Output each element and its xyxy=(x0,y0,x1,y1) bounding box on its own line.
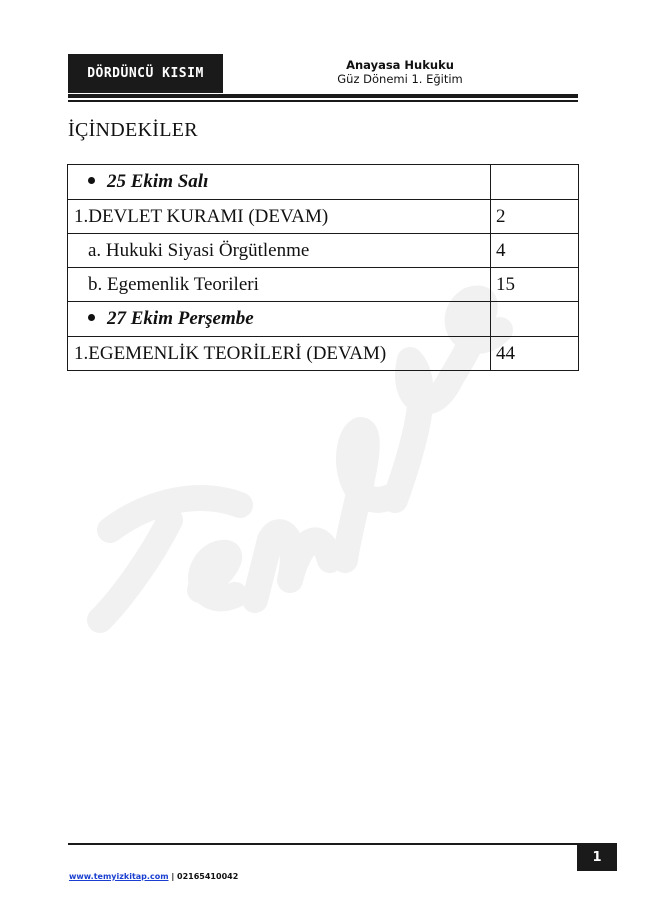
header-rule-thick xyxy=(68,94,578,98)
footer-rule xyxy=(68,843,580,845)
toc-entry-label: a. Hukuki Siyasi Örgütlenme xyxy=(68,234,491,268)
phone-number: 02165410042 xyxy=(177,872,239,881)
header-rule-thin xyxy=(68,100,578,102)
course-title: Anayasa Hukuku xyxy=(346,58,454,72)
toc-table xyxy=(67,164,579,371)
toc-date-label: 25 Ekim Salı xyxy=(107,171,209,192)
course-header xyxy=(300,58,500,87)
toc-entry-label: 1.EGEMENLİK TEORİLERİ (DEVAM) xyxy=(68,337,491,371)
page-number: 1 xyxy=(577,843,617,871)
toc-date-row xyxy=(68,165,579,200)
footer-separator: | xyxy=(168,872,178,881)
toc-page-number: 15 xyxy=(491,268,579,302)
footer-contact xyxy=(69,872,238,881)
toc-page-number: 2 xyxy=(491,200,579,234)
toc-date-label: 27 Ekim Perşembe xyxy=(107,308,254,329)
toc-page-number xyxy=(491,302,579,337)
section-label: DÖRDÜNCÜ KISIM xyxy=(68,54,223,93)
toc-heading: İÇİNDEKİLER xyxy=(68,119,198,141)
toc-entry-row[interactable] xyxy=(68,234,579,268)
toc-entry-row[interactable] xyxy=(68,337,579,371)
toc-date-row xyxy=(68,302,579,337)
bullet-icon xyxy=(88,314,95,321)
website-link[interactable]: www.temyizkitap.com xyxy=(69,872,169,881)
toc-page-number xyxy=(491,165,579,200)
toc-entry-label: 1.DEVLET KURAMI (DEVAM) xyxy=(68,200,491,234)
toc-entry-row[interactable] xyxy=(68,200,579,234)
toc-page-number: 44 xyxy=(491,337,579,371)
toc-page-number: 4 xyxy=(491,234,579,268)
bullet-icon xyxy=(88,177,95,184)
course-subtitle: Güz Dönemi 1. Eğitim xyxy=(337,72,463,86)
toc-entry-label: b. Egemenlik Teorileri xyxy=(68,268,491,302)
toc-entry-row[interactable] xyxy=(68,268,579,302)
